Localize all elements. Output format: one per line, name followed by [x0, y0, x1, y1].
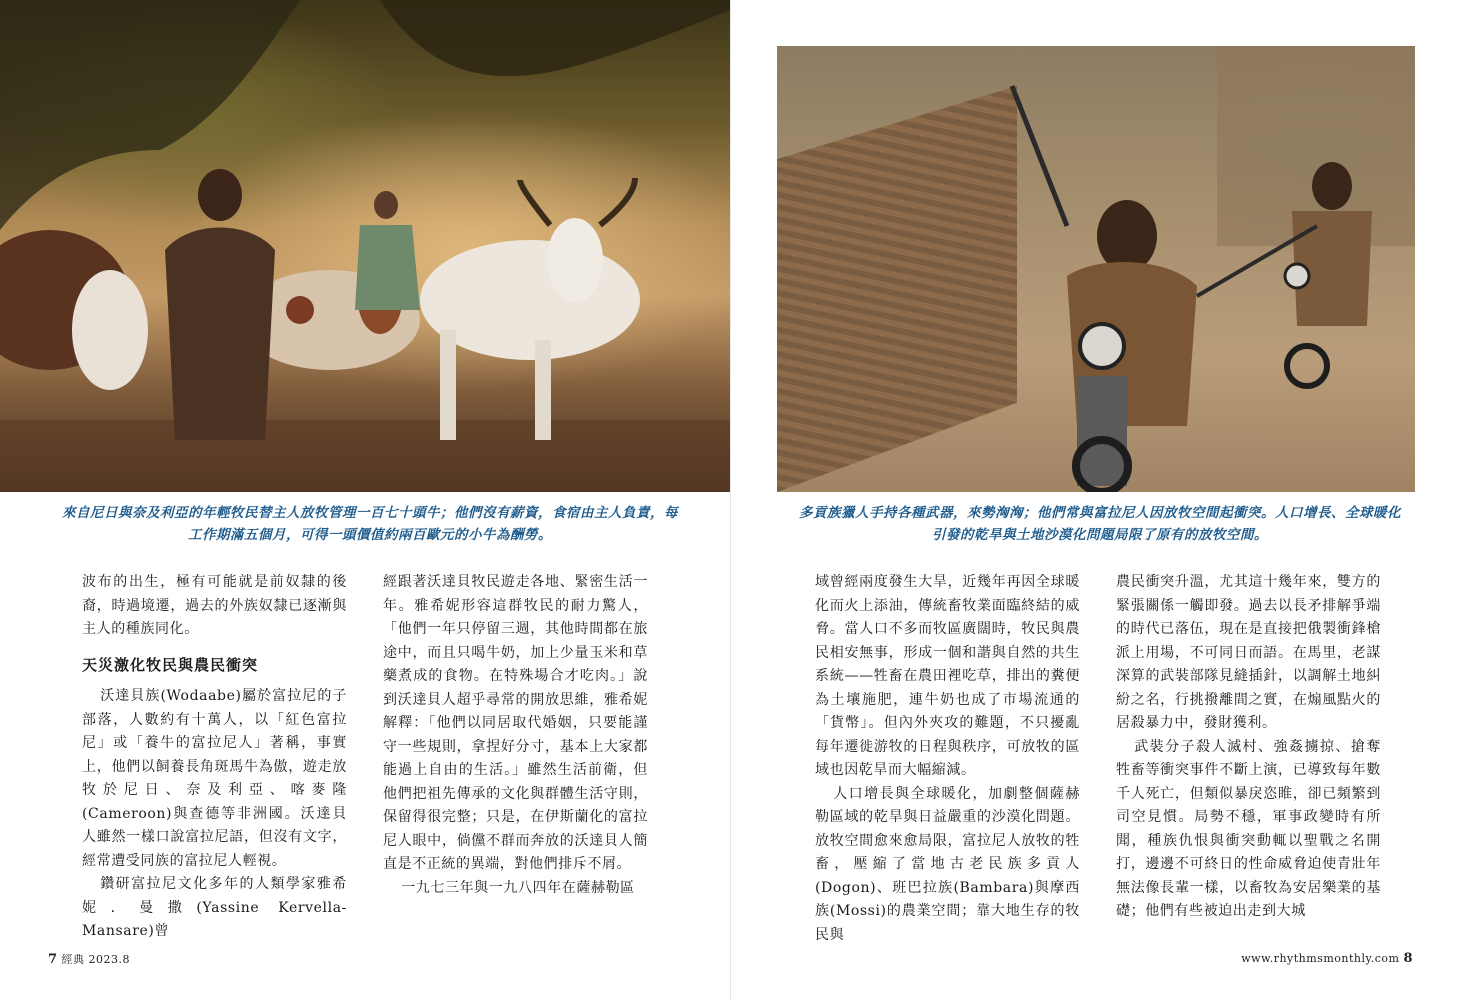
page-number-right: 8	[1403, 951, 1413, 966]
hunters-scene-illustration	[777, 46, 1415, 492]
photo-caption-left: 來自尼日與奈及利亞的年輕牧民替主人放牧管理一百七十頭牛；他們沒有薪資，食宿由主人負責，每工作期滿五個月，可得一頭價值約兩百歐元的小牛為酬勞。	[62, 505, 678, 543]
hunters-motorcycles-photo	[777, 46, 1415, 492]
text-column-2	[383, 571, 648, 900]
paragraph: 武裝分子殺人滅村、強姦擄掠、搶奪牲畜等衝突事件不斷上演，已導致每年數千人死亡，但類似暴戾恣睢，卻已頻繁到司空見慣。局勢不穩，軍事政變時有所聞，種族仇恨與衝突動輒以聖戰之名開打，邊邊不可終日的性命威脅迫使青壯年無法像長輩一樣，以畜牧為安居樂業的基礎；他們有些被迫出走到大城	[1116, 738, 1381, 919]
text-column-4	[1116, 571, 1381, 924]
paragraph: 經跟著沃達貝牧民遊走各地、緊密生活一年。雅希妮形容這群牧民的耐力驚人，「他們一年只停留三週，其他時間都在旅途中，而且只喝牛奶，加上少量玉米和草藥煮成的食物。在特殊場合才吃肉。」說到沃達貝人超乎尋常的開放思維，雅希妮解釋：「他們以同居取代婚姻，只要能謹守一些規則，拿捏好分寸，基本上大家都能過上自由的生活。」雖然生活前衛，但他們把祖先傳承的文化與群體生活守則，保留得很完整；只是，在伊斯蘭化的富拉尼人眼中，倘儻不群而奔放的沃達貝人簡直是不正統的異端，對他們排斥不屑。	[383, 574, 648, 872]
text-column-1	[82, 571, 347, 944]
cattle-scene-illustration	[0, 0, 730, 492]
cattle-herders-photo	[0, 0, 730, 492]
folio-left	[48, 951, 130, 967]
text-column-3	[815, 571, 1080, 947]
magazine-issue-label: 經典 2023.8	[61, 953, 131, 966]
paragraph: 沃達貝族(Wodaabe)屬於富拉尼的子部落，人數約有十萬人，以「紅色富拉尼」或「養牛的富拉尼人」著稱，事實上，他們以飼養長角斑馬牛為傲，遊走放牧於尼日、奈及利亞、喀麥隆(Cameroon)與查德等非洲國。沃達貝人雖然一樣口說富拉尼語，但沒有文字，經常遭受同族的富拉尼人輕視。	[82, 688, 347, 869]
page-number-left: 7	[48, 952, 58, 967]
paragraph: 域曾經兩度發生大旱，近幾年再因全球暖化而火上添油，傳統畜牧業面臨終結的威脅。當人口不多而牧區廣闊時，牧民與農民相安無事，形成一個和諧與自然的共生系統——牲畜在農田裡吃草，排出的糞便為土壤施肥，連牛奶也成了市場流通的「貨幣」。但內外夾攻的難題，不只擾亂每年遷徙游牧的日程與秩序，可放牧的區域也因乾旱而大幅縮減。	[815, 574, 1080, 778]
paragraph: 農民衝突升溫，尤其這十幾年來，雙方的緊張關係一觸即發。過去以長矛排解爭端的時代已落伍，現在是直接把俄製衝鋒槍派上用場，不可同日而語。在馬里，老謀深算的武裝部隊見縫插針，以調解土地糾紛之名，行挑撥離間之實，在煽風點火的居殺暴力中，發財獲利。	[1116, 574, 1381, 731]
photo-caption-right: 多貢族獵人手持各種武器，來勢洶洶；他們常與富拉尼人因放牧空間起衝突。人口增長、全球暖化引發的乾旱與土地沙漠化問題局限了原有的放牧空間。	[799, 505, 1401, 543]
paragraph: 波布的出生，極有可能就是前奴隸的後裔，時過境遷，過去的外族奴隸已逐漸與主人的種族同化。	[82, 574, 347, 637]
spread-gutter	[730, 0, 731, 1000]
folio-right	[1241, 951, 1413, 966]
section-heading: 天災激化牧民與農民衝突	[82, 655, 259, 674]
website-url: www.rhythmsmonthly.com	[1241, 952, 1400, 965]
paragraph: 人口增長與全球暖化，加劇整個薩赫勒區域的乾旱與日益嚴重的沙漠化問題。放牧空間愈來愈局限，富拉尼人放牧的牲畜，壓縮了當地古老民族多貢人(Dogon)、班巴拉族(Bambara)與摩西族(Mossi)的農業空間；靠大地生存的牧民與	[815, 785, 1080, 943]
paragraph: 一九七三年與一九八四年在薩赫勒區	[401, 879, 635, 896]
paragraph: 鑽研富拉尼文化多年的人類學家雅希妮．曼撒(Yassine Kervella-Mansare)曾	[82, 876, 347, 939]
